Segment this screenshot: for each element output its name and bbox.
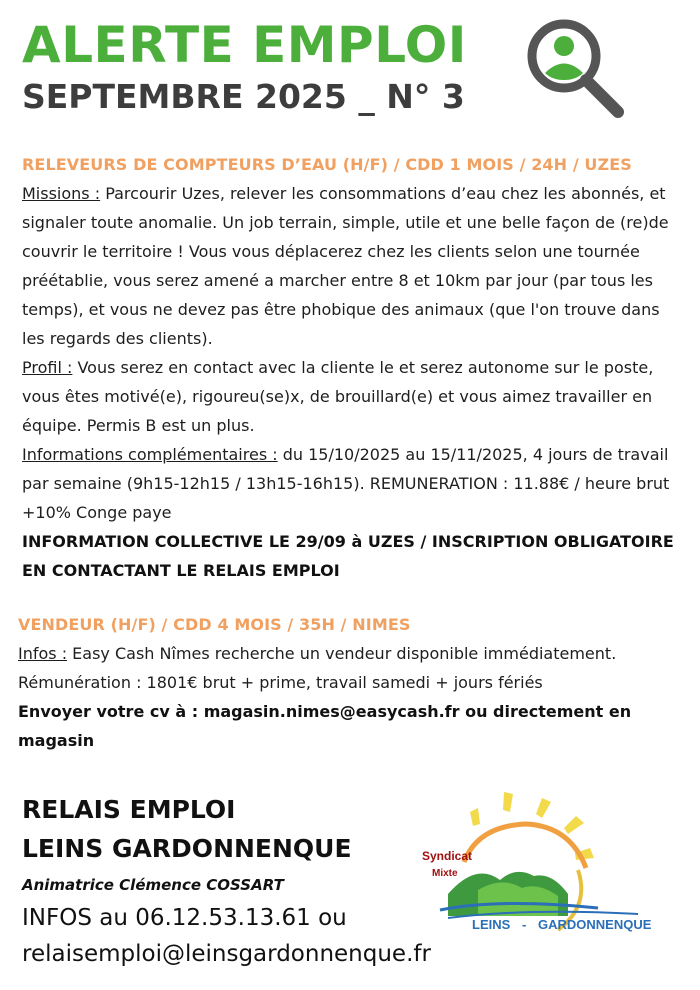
offer-title: VENDEUR (H/F) / CDD 4 MOIS / 35H / NIMES [18,615,411,634]
job-offer-seller [18,610,680,755]
missions-label: Missions : [22,184,101,203]
logo-dash-text: - [522,917,527,932]
offer-remuneration: Rémunération : 1801€ brut + prime, travail samedi + jours fériés [18,673,543,692]
logo-syndicat-text: Syndicat [422,849,473,863]
infos-label: Informations complémentaires : [22,445,278,464]
infos-text: du 15/10/2025 au 15/11/2025, 4 jours de travail par semaine (9h15-12h15 / 13h15-16h15). REMUNERATION : 11.88€ / heure brut +10% Conge paye [22,445,670,522]
infos-text: Easy Cash Nîmes recherche un vendeur disponible immédiatement. [67,644,617,663]
offer-infos [18,639,680,668]
offer-missions [22,179,684,353]
profil-text: Vous serez en contact avec la cliente le et serez autonome sur le poste, vous êtes motivé(e), rigoureu(se)x, de brouillard(e) et vous aimez travailler en équipe. Permis B est un plus. [22,358,654,435]
syndicat-logo [418,790,680,960]
missions-text: Parcourir Uzes, relever les consommations d’eau chez les abonnés, et signaler toute anomalie. Un job terrain, simple, utile et une belle façon de (re)de couvrir le territoire ! Vous vous déplacerez chez les clients selon une tournée préétablie, vous serez amené a marcher entre 8 et 10km par jour (par tous les temps), et vous ne devez pas être phobique des animaux (que l'on trouve dans les regards des clients). [22,184,669,348]
job-offer-water-meter [22,150,684,585]
footer-contact-block [22,790,431,972]
collective-info: INFORMATION COLLECTIVE LE 29/09 à UZES / INSCRIPTION OBLIGATOIRE EN CONTACTANT LE RELAIS EMPLOI [22,532,674,580]
offer-apply: Envoyer votre cv à : magasin.nimes@easycash.fr ou directement en magasin [18,702,632,750]
infos-label: Infos : [18,644,68,663]
logo-gardonnenque-text: GARDONNENQUE [538,917,652,932]
page-title: ALERTE EMPLOI [22,16,467,74]
offer-profil [22,353,684,440]
offer-title: RELEVEURS DE COMPTEURS D’EAU (H/F) / CDD 1 MOIS / 24H / UZES [22,155,632,174]
logo-mixte-text: Mixte [432,868,458,879]
contact-phone-line: INFOS au 06.12.53.13.61 ou [22,905,347,931]
job-search-magnifier-icon [520,18,628,126]
org-name-line2: LEINS GARDONNENQUE [22,834,352,863]
org-name-line1: RELAIS EMPLOI [22,795,236,824]
profil-label: Profil : [22,358,73,377]
logo-leins-text: LEINS [472,917,511,932]
contact-email: relaisemploi@leinsgardonnenque.fr [22,941,431,967]
issue-subtitle: SEPTEMBRE 2025 _ N° 3 [22,77,465,116]
offer-infos [22,440,684,527]
contact-person: Animatrice Clémence COSSART [22,876,284,894]
